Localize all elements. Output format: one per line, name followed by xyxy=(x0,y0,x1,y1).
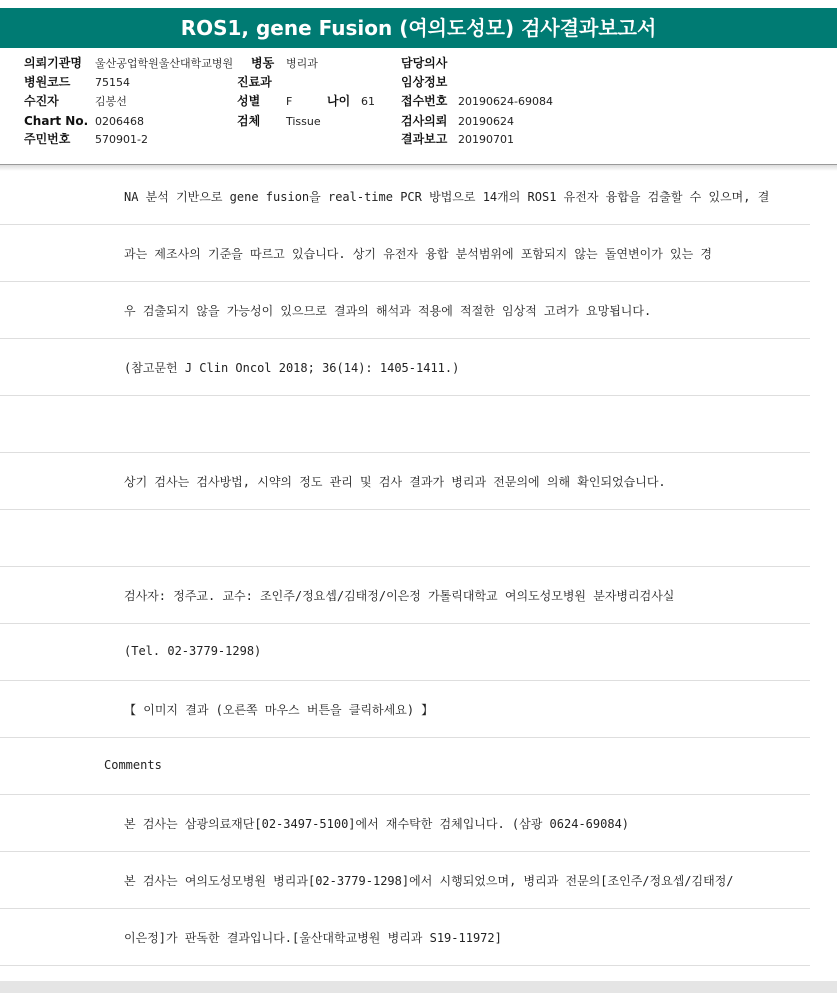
rrn-label: 주민번호 xyxy=(24,132,71,146)
info-row-2 xyxy=(0,73,837,92)
request-value: 20190624 xyxy=(458,115,514,128)
report-line xyxy=(0,339,810,396)
report-line-text: (Tel. 02-3779-1298) xyxy=(124,644,262,658)
report-line-text: 본 검사는 여의도성모병원 병리과[02-3779-1298]에서 시행되었으며, 병리과 전문의[조인주/정요셉/김태정/ xyxy=(124,874,734,888)
info-row-3 xyxy=(0,92,837,111)
report-line-text: 검사자: 정주교. 교수: 조인주/정요셉/김태정/이은정 가톨릭대학교 여의도성모병원 분자병리검사실 xyxy=(124,589,675,603)
rrn-value: 570901-2 xyxy=(95,133,148,146)
chart-value: 0206468 xyxy=(95,115,144,128)
report-line xyxy=(0,795,810,852)
report-line-text: (참고문헌 J Clin Oncol 2018; 36(14): 1405-1411.) xyxy=(124,361,460,375)
patient-value: 김봉선 xyxy=(95,95,127,108)
chart-label: Chart No. xyxy=(24,114,89,128)
bottom-bar xyxy=(0,981,837,993)
patient-label: 수진자 xyxy=(24,94,59,108)
info-row-1 xyxy=(0,54,837,73)
receipt-value: 20190624-69084 xyxy=(458,95,553,108)
image-result-link[interactable] xyxy=(0,681,810,738)
age-value: 61 xyxy=(361,95,375,108)
report-line xyxy=(0,909,810,966)
report-line-text: 본 검사는 삼광의료재단[02-3497-5100]에서 재수탁한 검체입니다. (삼광 0624-69084) xyxy=(124,817,630,831)
specimen-label: 검체 xyxy=(237,114,261,128)
info-row-5 xyxy=(0,130,837,149)
report-line-text: 이은정]가 판독한 결과입니다.[울산대학교병원 병리과 S19-11972] xyxy=(124,931,502,945)
report-line xyxy=(0,624,810,681)
receipt-label: 접수번호 xyxy=(401,94,448,108)
report-date-value: 20190701 xyxy=(458,133,514,146)
specimen-value: Tissue xyxy=(286,115,321,128)
clinical-info-label: 임상정보 xyxy=(401,75,448,89)
report-line-text: 상기 검사는 검사방법, 시약의 정도 관리 및 검사 결과가 병리과 전문의에 의해 확인되었습니다. xyxy=(124,475,666,489)
report-line-text: NA 분석 기반으로 gene fusion을 real-time PCR 방법으로 14개의 ROS1 유전자 융합을 검출할 수 있으며, 결 xyxy=(124,190,770,204)
hospital-code-value: 75154 xyxy=(95,76,130,89)
comments-heading xyxy=(0,738,810,795)
patient-info-panel xyxy=(0,48,837,165)
comments-label: Comments xyxy=(104,758,162,772)
ward-value: 병리과 xyxy=(286,57,318,70)
ward-label: 병동 xyxy=(251,56,275,70)
report-line xyxy=(0,168,810,225)
institution-label: 의뢰기관명 xyxy=(24,56,82,70)
report-line xyxy=(0,567,810,624)
report-line xyxy=(0,282,810,339)
report-body xyxy=(0,168,837,966)
report-line-blank xyxy=(0,396,810,453)
report-title-bar xyxy=(0,8,837,48)
report-title: ROS1, gene Fusion (여의도성모) 검사결과보고서 xyxy=(180,16,657,40)
hospital-code-label: 병원코드 xyxy=(24,75,71,89)
report-line-text: 과는 제조사의 기준을 따르고 있습니다. 상기 유전자 융합 분석범위에 포함되지 않는 돌연변이가 있는 경 xyxy=(124,247,713,261)
age-label: 나이 xyxy=(327,94,351,108)
report-line-blank xyxy=(0,510,810,567)
report-line xyxy=(0,852,810,909)
sex-value: F xyxy=(286,95,293,108)
report-line xyxy=(0,225,810,282)
report-date-label: 결과보고 xyxy=(401,132,448,146)
report-line-text: 우 검출되지 않을 가능성이 있으므로 결과의 해석과 적용에 적절한 임상적 고려가 요망됩니다. xyxy=(124,304,652,318)
report-line-text[interactable]: 【 이미지 결과 (오른쪽 마우스 버튼을 클릭하세요) 】 xyxy=(124,703,434,717)
institution-value: 울산공업학원울산대학교병원 xyxy=(95,57,234,70)
report-line xyxy=(0,453,810,510)
department-label: 진료과 xyxy=(237,75,272,89)
sex-label: 성별 xyxy=(237,94,261,108)
doctor-label: 담당의사 xyxy=(401,56,448,70)
info-row-4 xyxy=(0,112,837,131)
request-label: 검사의뢰 xyxy=(401,114,448,128)
